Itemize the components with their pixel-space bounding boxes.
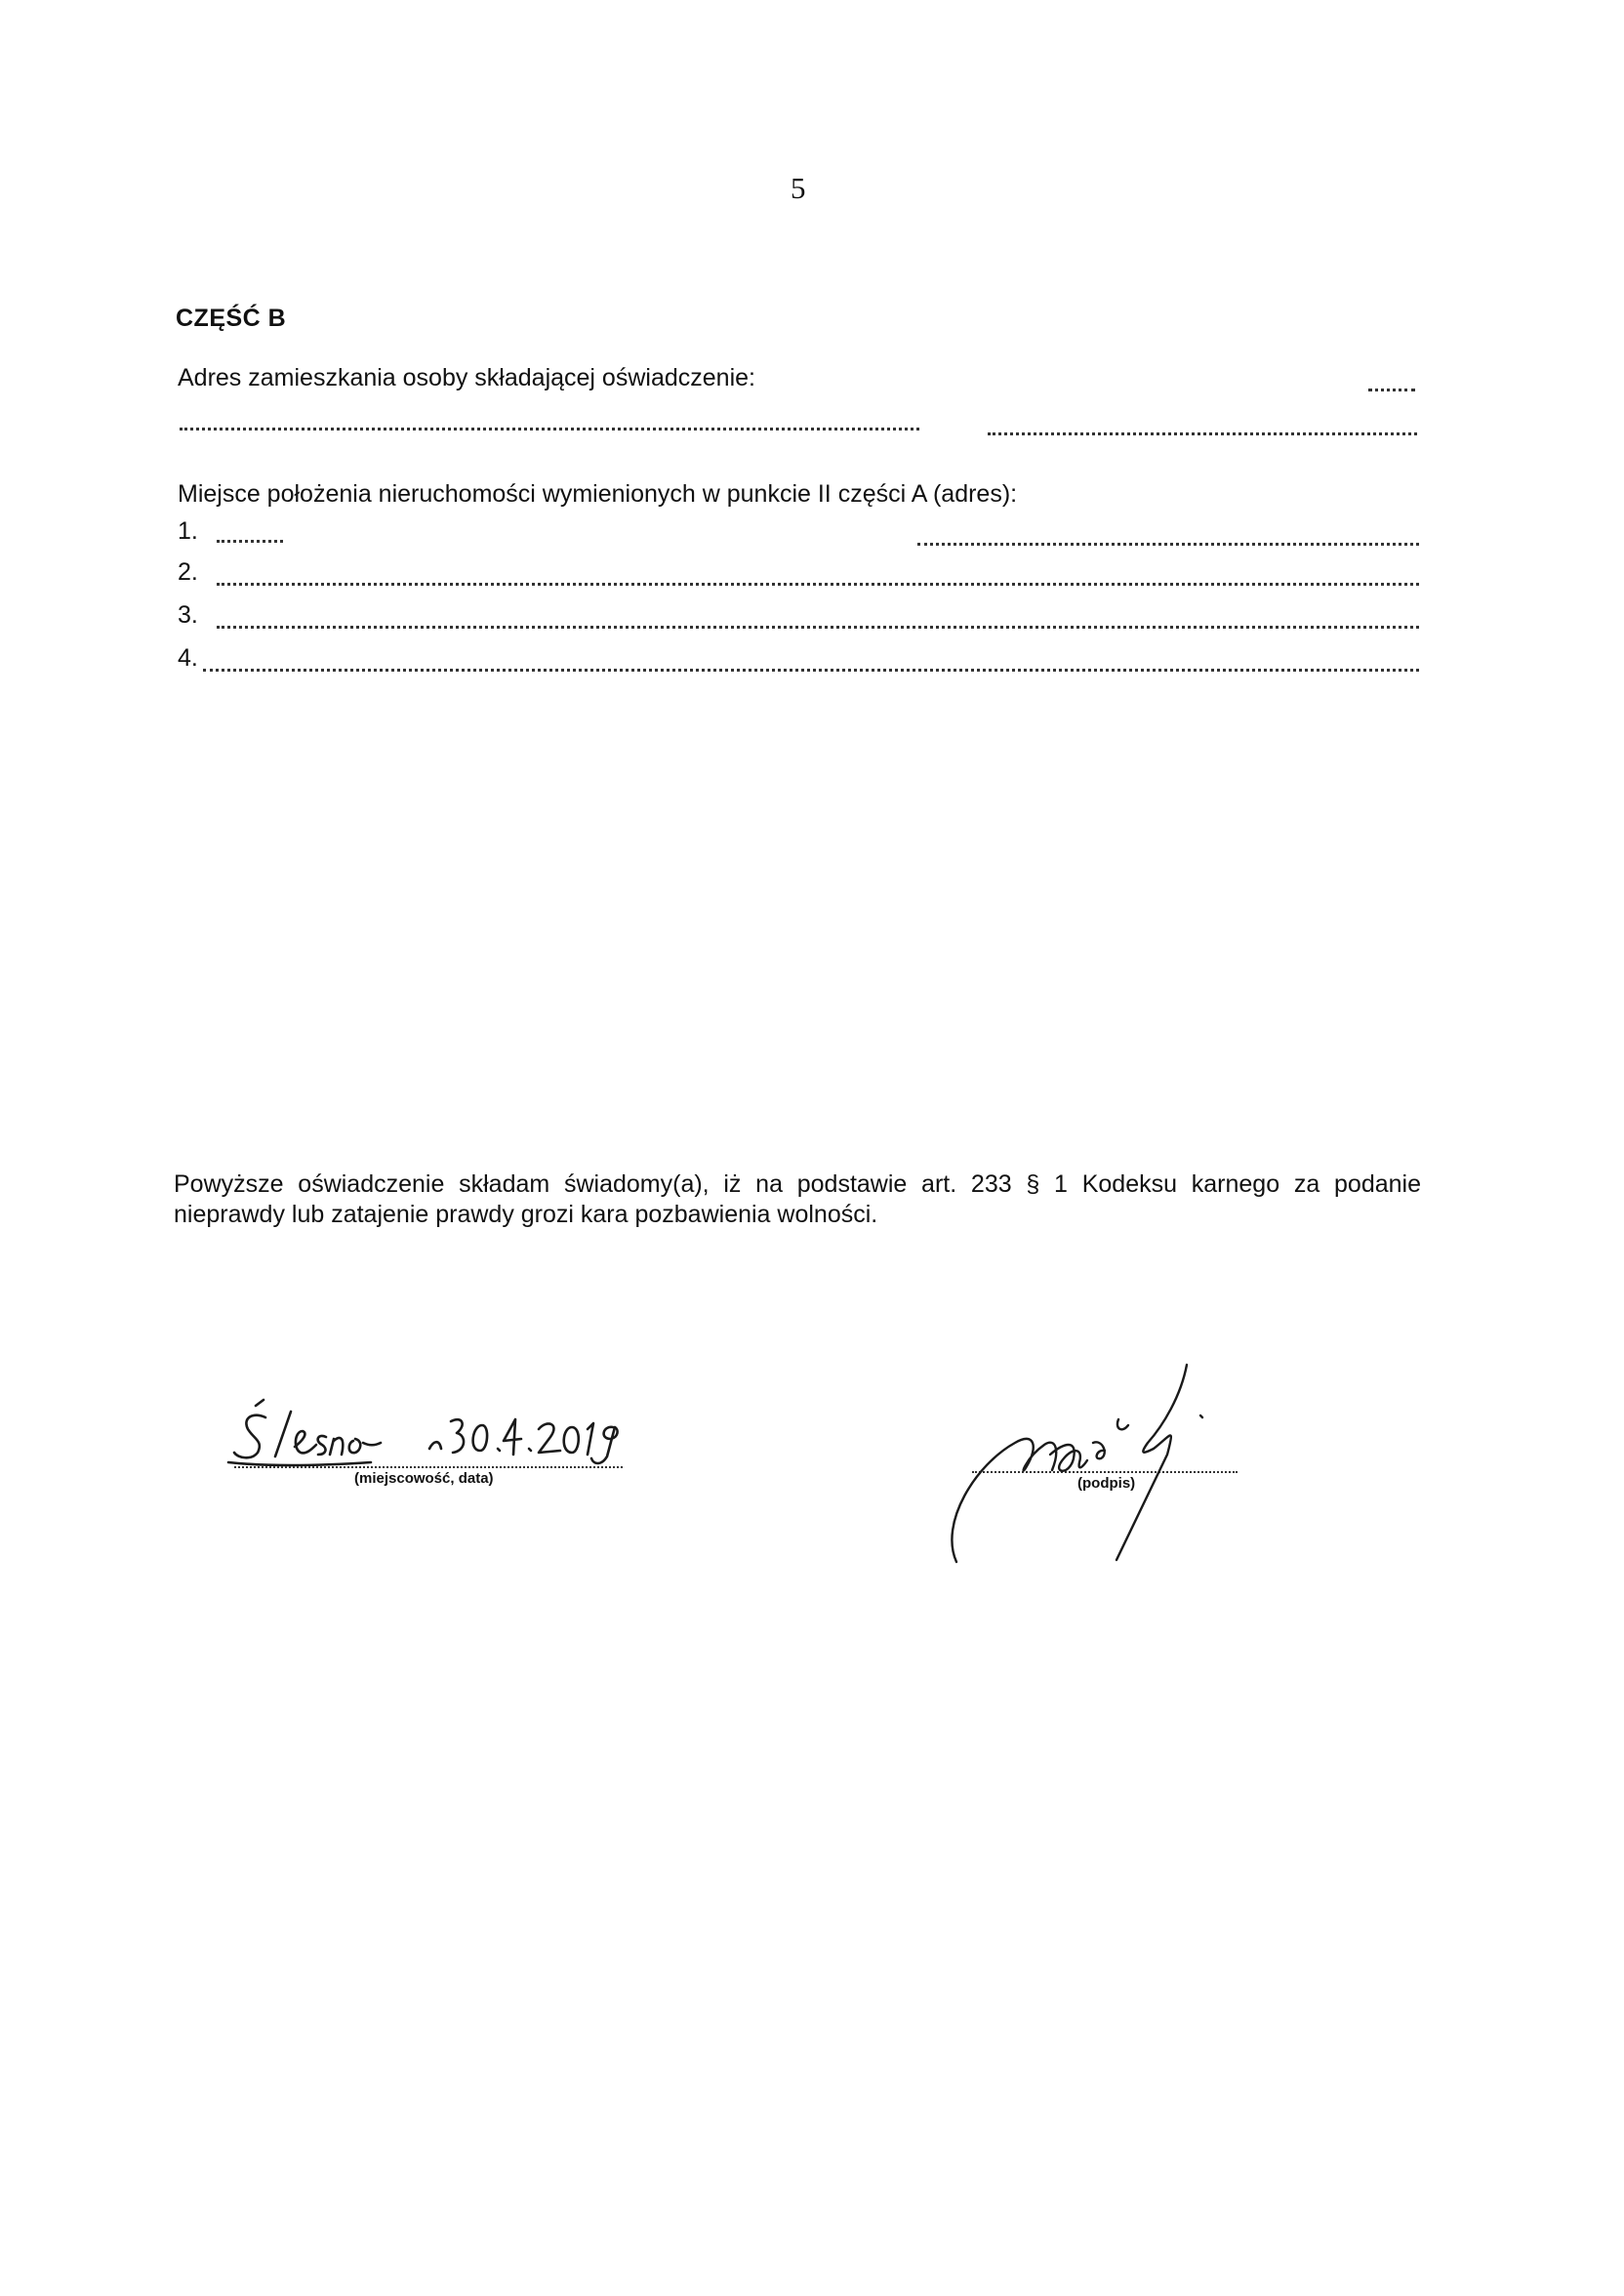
property-item-1-label: 1. [178,517,198,545]
address-label: Adres zamieszkania osoby składającej oświadczenie: [178,364,755,391]
property-item-3-dots [217,626,1419,629]
place-date-dotted-line [234,1466,623,1468]
declaration-text [174,1169,1421,1230]
property-item-3-label: 3. [178,601,198,629]
signature-caption: (podpis) [1077,1475,1136,1492]
property-item-2-dots [217,583,1419,586]
property-item-4-dots [203,669,1419,672]
address-dotted-line-2a [180,428,919,430]
declaration-line-1: Powyższe oświadczenie składam świadomy(a), iż na podstawie art. 233 § 1 Kodeksu karnego za podanie [174,1170,1421,1198]
address-dotted-line-2b [988,432,1417,435]
address-dotted-line-1 [1368,389,1415,391]
property-label: Miejsce położenia nieruchomości wymienionych w punkcie II części A (adres): [178,480,1018,508]
declaration-line-2: nieprawdy lub zatajenie prawdy grozi kara pozbawienia wolności. [174,1201,878,1228]
property-item-2-label: 2. [178,558,198,586]
section-title: CZĘŚĆ B [176,305,287,332]
property-item-1-dots-a [217,540,283,543]
handwritten-signature [937,1357,1269,1572]
place-date-caption: (miejscowość, data) [354,1470,494,1487]
page-number: 5 [791,171,806,205]
property-item-1-dots-b [917,543,1419,546]
property-item-4-label: 4. [178,644,198,672]
handwritten-place-date [224,1398,634,1476]
